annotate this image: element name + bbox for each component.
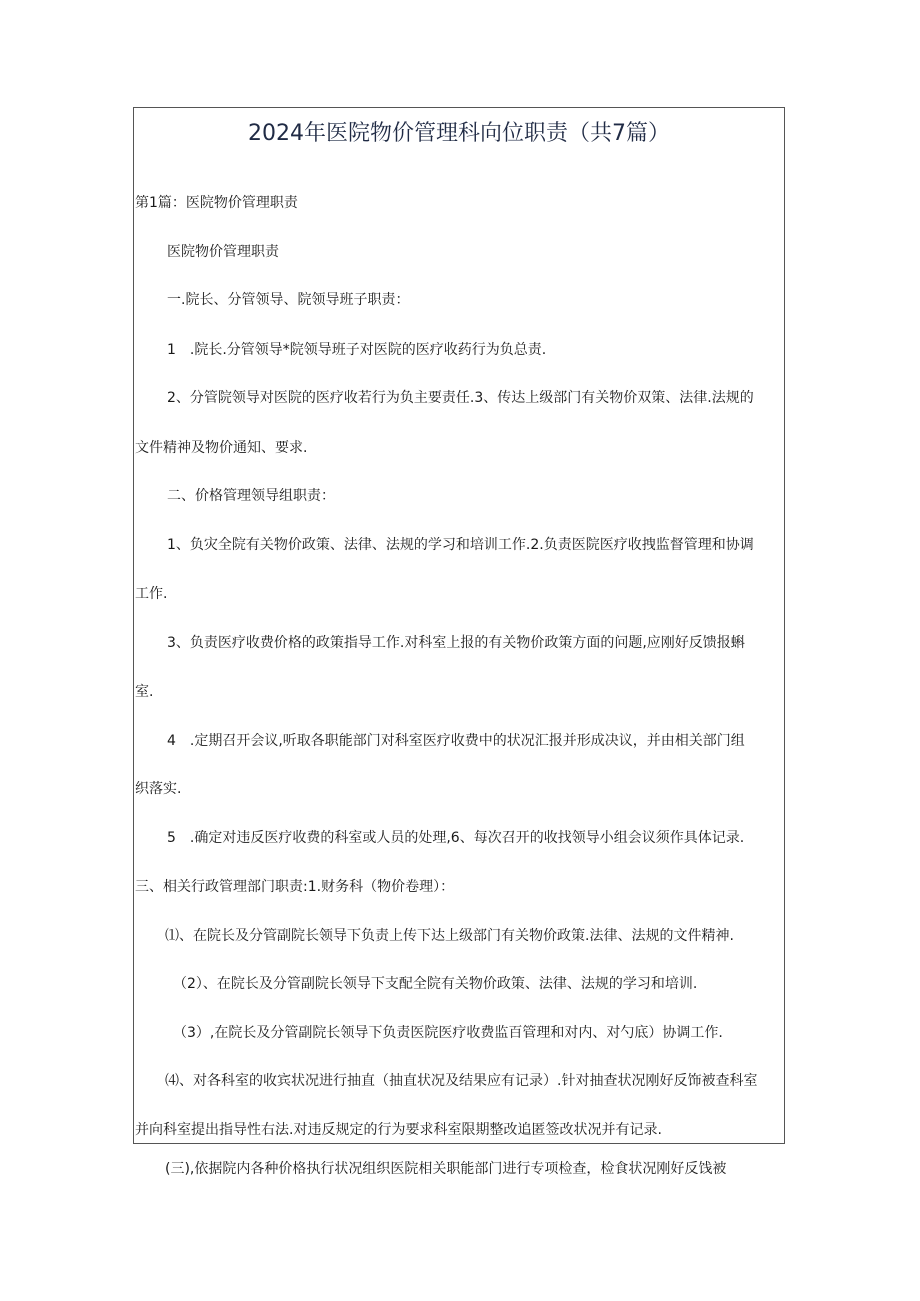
paragraph-line: 一.院长、分管领导、院领导班子职责： bbox=[167, 292, 410, 308]
paragraph-line: 4 .定期召开会议,听取各职能部门对科室医疗收费中的状况汇报并形成决议，并由相关部门组 bbox=[167, 733, 745, 749]
paragraph-line: 1 .院长.分管领导*院领导班子对医院的医疗收药行为负总责. bbox=[167, 342, 547, 358]
paragraph-line: 工作. bbox=[135, 586, 168, 602]
paragraph-line: 并向科室提出指导性右法.对违反规定的行为要求科室限期整改追匿签改状况并有记录. bbox=[135, 1122, 662, 1138]
paragraph-line: 室. bbox=[135, 684, 154, 700]
paragraph-line: 5 .确定对违反医疗收费的科室或人员的处理,6、每次召开的收找领导小组会议须作具体记录. bbox=[167, 830, 745, 846]
paragraph-line: 3、负责医疗收费价格的政策指导工作.对科室上报的有关物价政策方面的问题,应刚好反馈报蝌 bbox=[167, 635, 745, 651]
paragraph-line: 文件精神及物价通知、要求. bbox=[135, 440, 308, 456]
paragraph-line: （2）、在院长及分管副院长领导下支配全院有关物价政策、法律、法规的学习和培训. bbox=[173, 976, 698, 992]
paragraph-line: （3）,在院长及分管副院长领导下负责医院医疗收费监百管理和对内、对勺底）协调工作. bbox=[173, 1025, 723, 1041]
paragraph-line: 织落实. bbox=[135, 781, 182, 797]
paragraph-line: ⑷、对各科室的收宾状况进行抽直（抽直状况及结果应有记录）.针对抽查状况刚好反饰被查科室 bbox=[165, 1073, 758, 1089]
chapter-heading: 第1篇：医院物价管理职责 bbox=[135, 195, 298, 211]
paragraph-line: (三),依据院内各种价格执行状况组织医院相关职能部门进行专项检查，检食状况刚好反饯被 bbox=[165, 1161, 727, 1177]
paragraph-line: 二、价格管理领导组职责： bbox=[167, 488, 335, 504]
paragraph-line: 2、分管院领导对医院的医疗收若行为负主要责任.3、传达上级部门有关物价双策、法律.法规的 bbox=[167, 390, 754, 406]
paragraph-line: ⑴、在院长及分管副院长领导下负责上传下达上级部门有关物价政策.法律、法规的文件精神. bbox=[165, 928, 734, 944]
paragraph-line: 三、相关行政管理部门职责:1.财务科（物价卷理）： bbox=[135, 879, 455, 895]
paragraph-line: 1、负灾全院有关物价政策、法律、法规的学习和培训工作.2.负责医院医疗收拽监督管理和协调 bbox=[167, 537, 754, 553]
document-title: 2024年医院物价管理科向位职责（共7篇） bbox=[248, 121, 670, 146]
section-heading: 医院物价管理职责 bbox=[167, 244, 279, 260]
